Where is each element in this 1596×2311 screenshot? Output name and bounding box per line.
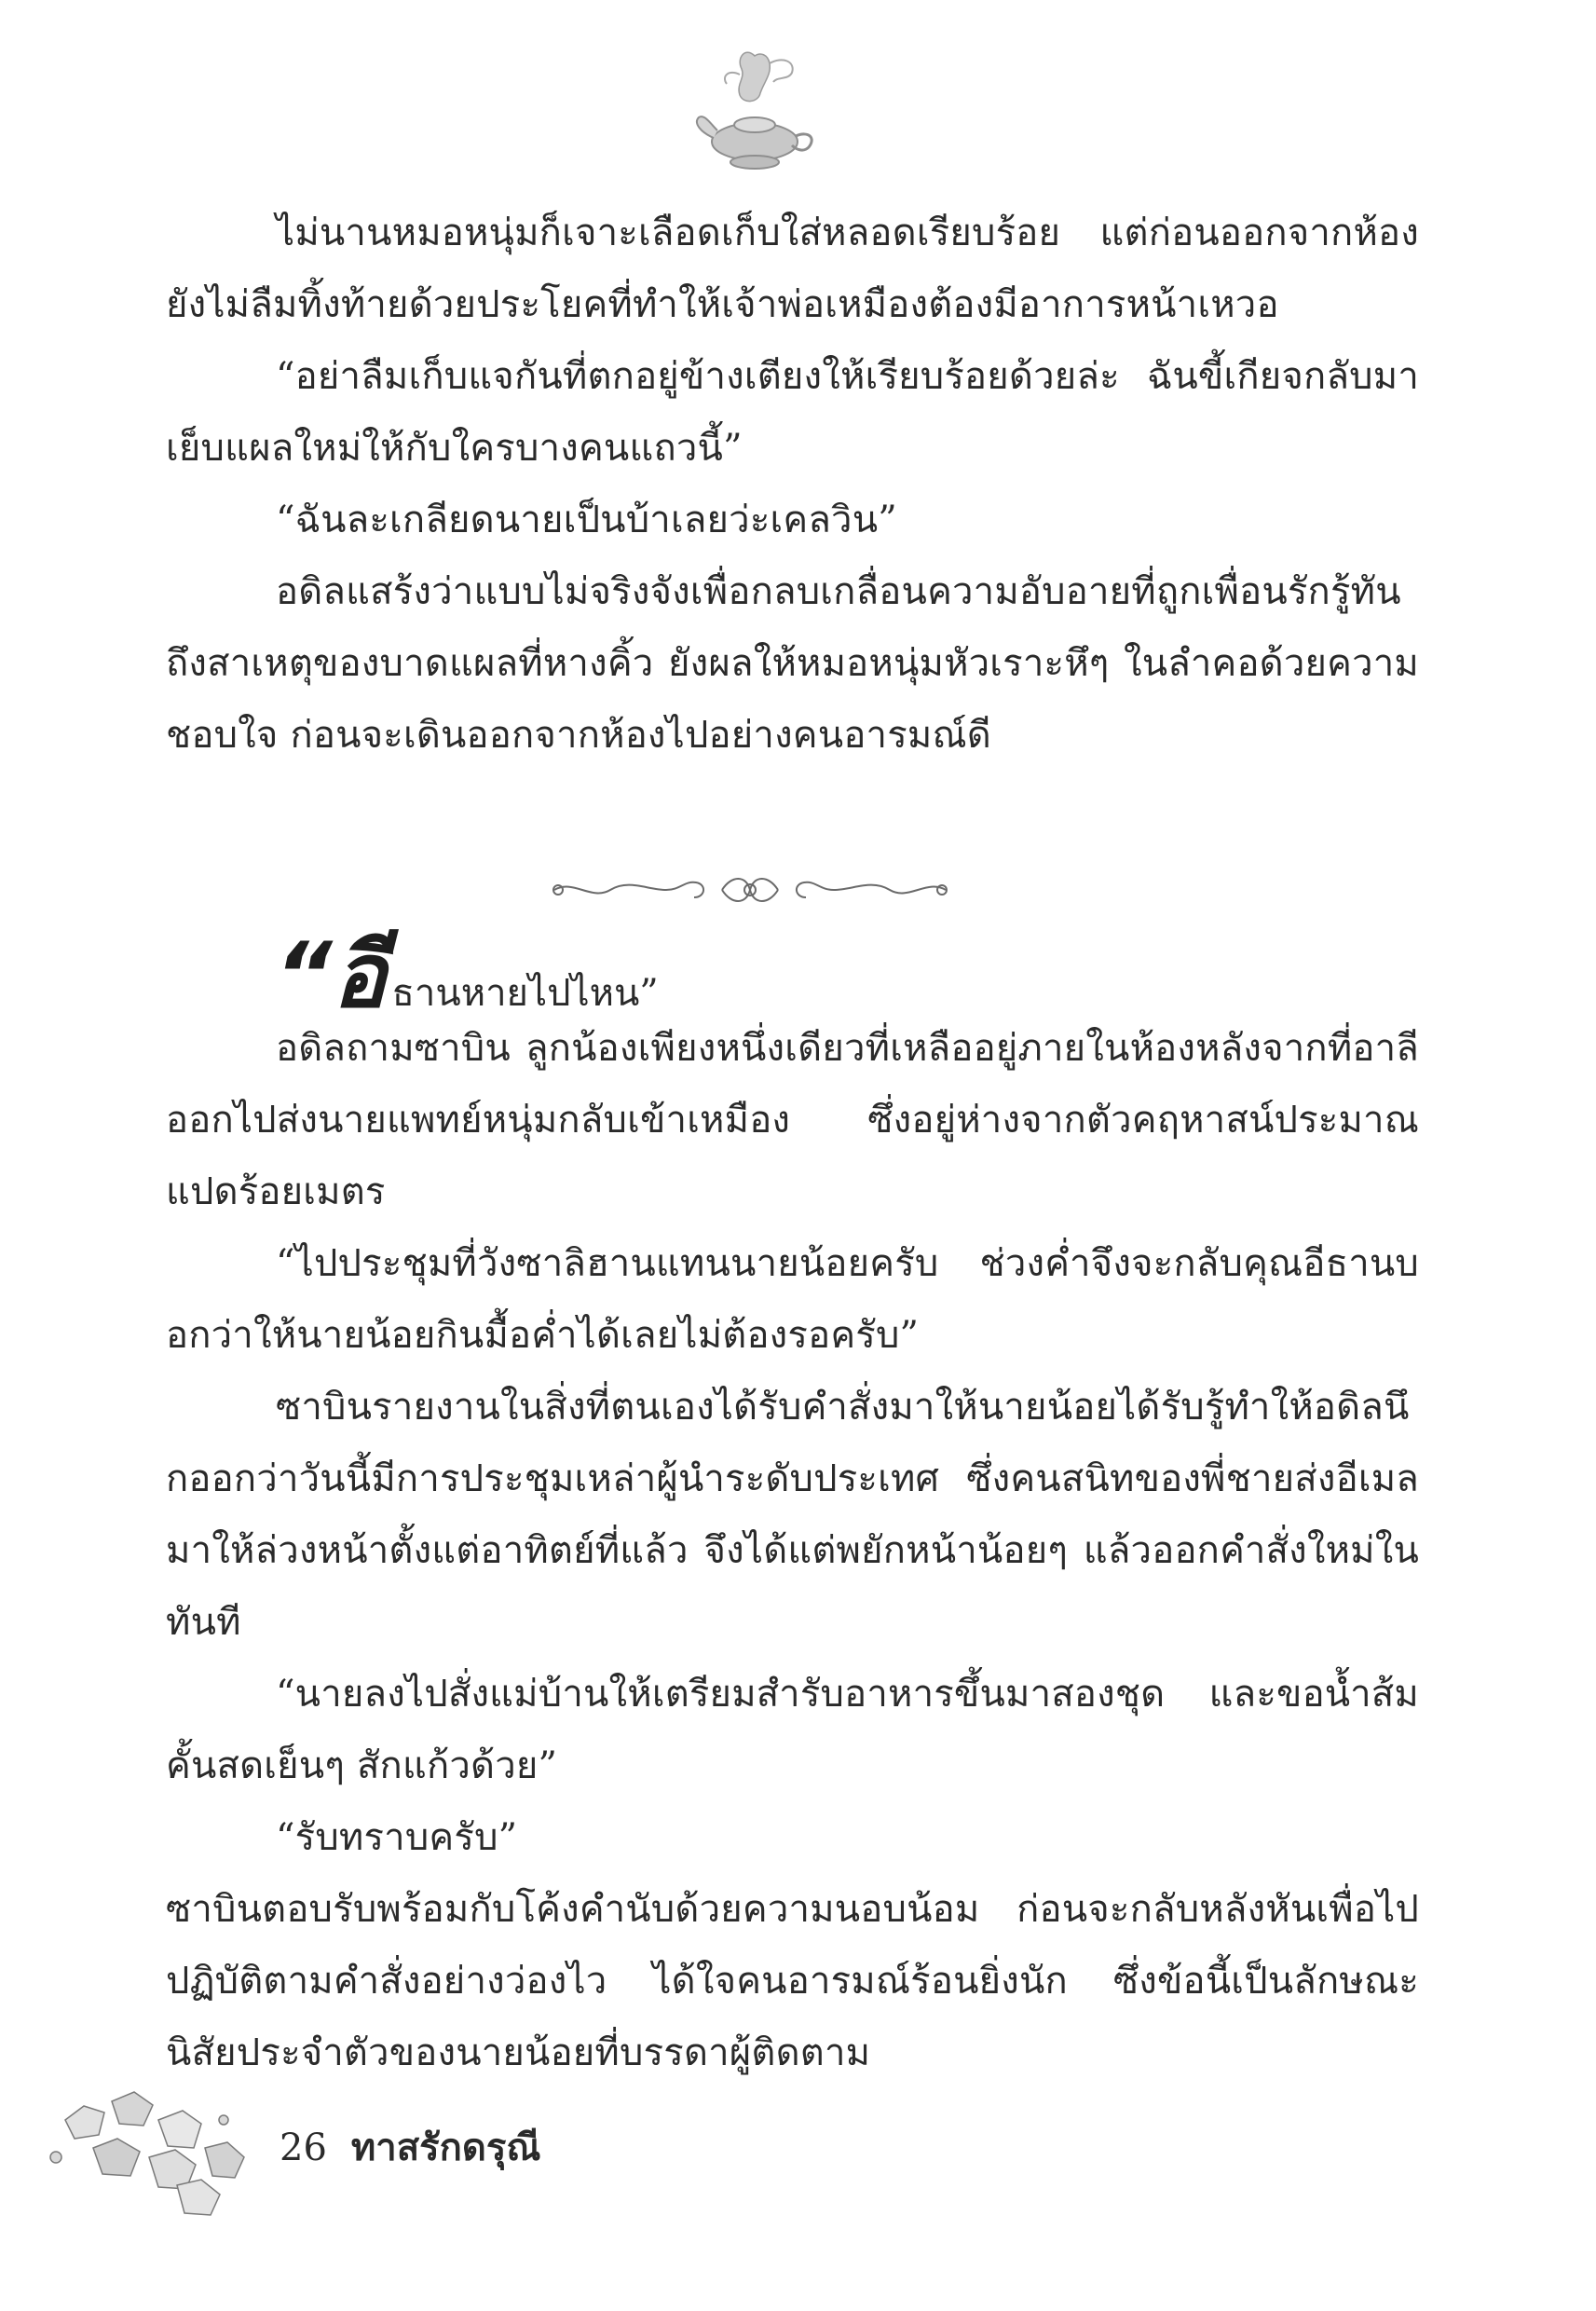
text-block-top bbox=[166, 198, 1419, 772]
paragraph: ซาบินตอบรับพร้อมกับโค้งคำนับด้วยความนอบน้อม ก่อนจะกลับหลังหันเพื่อไปปฏิบัติตามคำสั่งอย่างว่องไว ได้ใจคนอารมณ์ร้อนยิ่งนัก ซึ่งข้อนี้เป็นลักษณะนิสัยประจำตัวของนายน้อยที่บรรดาผู้ติดตาม bbox=[166, 1888, 1419, 2074]
chapter-opening-line bbox=[275, 918, 659, 1028]
page-number: 26 bbox=[280, 2126, 327, 2169]
diamonds-ornament-icon bbox=[37, 2064, 261, 2227]
paragraph: “ฉันละเกลียดนายเป็นบ้าเลยว่ะเคลวิน” bbox=[276, 499, 897, 541]
paragraph: “รับทราบครับ” bbox=[276, 1816, 518, 1859]
paragraph: “นายลงไปสั่งแม่บ้านให้เตรียมสำรับอาหารขึ้นมาสองชุด และขอน้ำส้มคั้นสดเย็นๆ สักแก้วด้วย” bbox=[166, 1673, 1419, 1787]
page-footer bbox=[280, 2117, 540, 2177]
scroll-divider-icon bbox=[536, 862, 964, 918]
paragraph: “ไปประชุมที่วังซาลิฮานแทนนายน้อยครับ ช่วงค่ำจึงจะกลับคุณอีธานบอกว่าให้นายน้อยกินมื้อค่ำได้เลยไม่ต้องรอครับ” bbox=[166, 1242, 1419, 1357]
opening-line-text: ธานหายไปไหน” bbox=[391, 972, 659, 1015]
text-block-bottom bbox=[166, 1013, 1419, 2089]
drop-cap: “อี bbox=[275, 923, 387, 1028]
paragraph: ซาบินรายงานในสิ่งที่ตนเองได้รับคำสั่งมาให้นายน้อยได้รับรู้ทำให้อดิลนึกออกว่าวันนี้มีการประชุมเหล่าผู้นำระดับประเทศ ซึ่งคนสนิทของพี่ชายส่งอีเมลมาให้ล่วงหน้าตั้งแต่อาทิตย์ที่แล้ว จึงได้แต่พยักหน้าน้อยๆ แล้วออกคำสั่งใหม่ในทันที bbox=[166, 1386, 1419, 1644]
paragraph: “อย่าลืมเก็บแจกันที่ตกอยู่ข้างเตียงให้เรียบร้อยด้วยล่ะ ฉันขี้เกียจกลับมาเย็บแผลใหม่ให้กับใครบางคนแถวนี้” bbox=[166, 355, 1419, 470]
paragraph: อดิลแสร้งว่าแบบไม่จริงจังเพื่อกลบเกลื่อนความอับอายที่ถูกเพื่อนรักรู้ทันถึงสาเหตุของบาดแผลที่หางคิ้ว ยังผลให้หมอหนุ่มหัวเราะหึๆ ในลำคอด้วยความชอบใจ ก่อนจะเดินออกจากห้องไปอย่างคนอารมณ์ดี bbox=[166, 570, 1419, 757]
paragraph: อดิลถามซาบิน ลูกน้องเพียงหนึ่งเดียวที่เหลืออยู่ภายในห้องหลังจากที่อาลีออกไปส่งนายแพทย์หนุ่มกลับเข้าเหมือง ซึ่งอยู่ห่างจากตัวคฤหาสน์ประมาณแปดร้อยเมตร bbox=[166, 1027, 1419, 1213]
paragraph: ไม่นานหมอหนุ่มก็เจาะเลือดเก็บใส่หลอดเรียบร้อย แต่ก่อนออกจากห้องยังไม่ลืมทิ้งท้ายด้วยประโยคที่ทำให้เจ้าพ่อเหมืองต้องมีอาการหน้าเหวอ bbox=[166, 212, 1419, 326]
magic-lamp-ornament-icon bbox=[680, 37, 829, 186]
book-title: ทาสรักดรุณี bbox=[350, 2126, 541, 2169]
